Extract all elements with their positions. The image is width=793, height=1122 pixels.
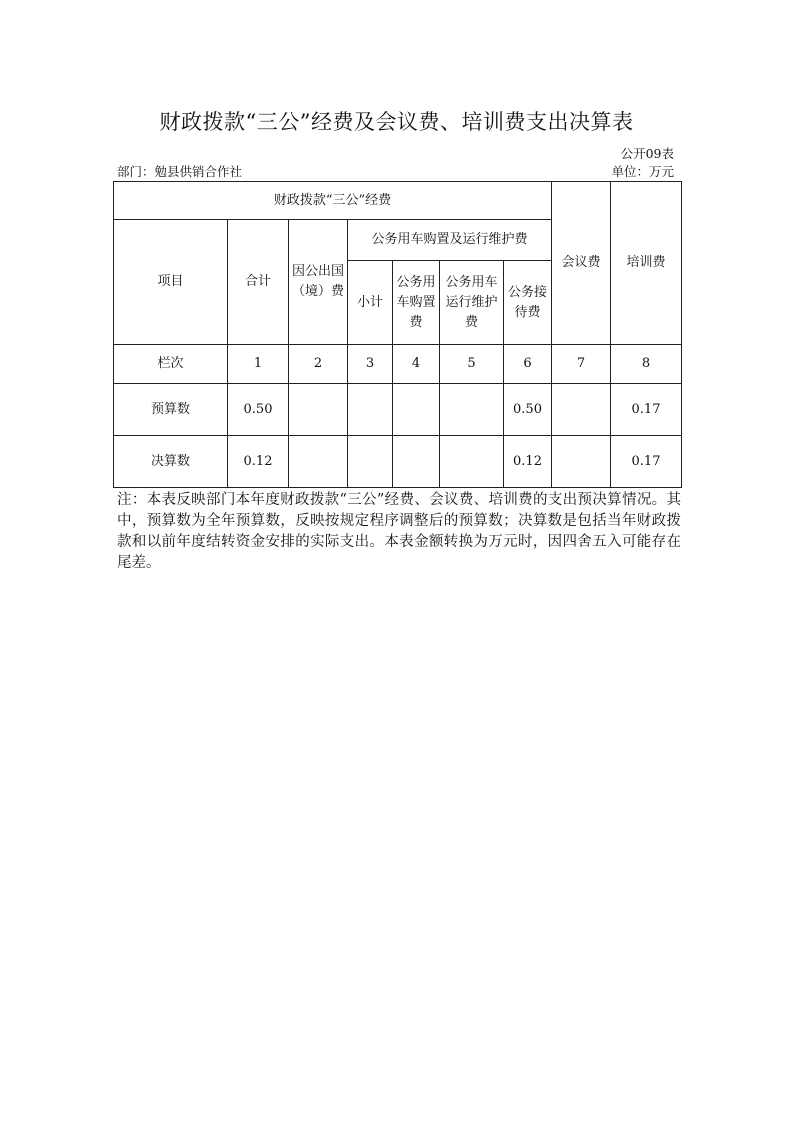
header-subtotal: 小计 [348, 261, 393, 345]
table-cell [552, 436, 611, 488]
header-abroad-fee: 因公出国（境）费 [289, 220, 348, 345]
table-cell: 1 [228, 345, 289, 384]
page-title: 财政拨款“三公”经费及会议费、培训费支出决算表 [159, 110, 634, 134]
table-cell [440, 384, 504, 436]
table-cell: 栏次 [114, 345, 228, 384]
table-cell: 预算数 [114, 384, 228, 436]
table-row [114, 384, 682, 436]
table-cell: 0.50 [228, 384, 289, 436]
table-cell [552, 384, 611, 436]
table-cell [393, 436, 440, 488]
header-vehicle-operation: 公务用车运行维护费 [440, 261, 504, 345]
header-reception: 公务接待费 [504, 261, 552, 345]
department-label: 部门：勉县供销合作社 [117, 164, 243, 179]
table-cell [289, 436, 348, 488]
header-three-public-funds: 财政拨款“三公”经费 [114, 182, 552, 220]
header-vehicle-group: 公务用车购置及运行维护费 [348, 220, 552, 261]
table-cell: 4 [393, 345, 440, 384]
header-training-fee: 培训费 [611, 182, 682, 345]
form-number: 公开09表 [620, 146, 674, 161]
table-cell [348, 384, 393, 436]
header-vehicle-purchase: 公务用车购置费 [393, 261, 440, 345]
table-cell: 0.17 [611, 384, 682, 436]
table-cell: 3 [348, 345, 393, 384]
expenditure-table [113, 181, 682, 488]
header-meeting-fee: 会议费 [552, 182, 611, 345]
table-cell [348, 436, 393, 488]
unit-label: 单位：万元 [611, 164, 674, 179]
table-row [114, 436, 682, 488]
table-cell: 0.12 [228, 436, 289, 488]
table-cell: 5 [440, 345, 504, 384]
table-note: 注：本表反映部门本年度财政拨款“三公”经费、会议费、培训费的支出预决算情况。其中，预算数为全年预算数，反映按规定程序调整后的预算数；决算数是包括当年财政拨款和以前年度结转资金安排的实际支出。本表金额转换为万元时，因四舍五入可能存在尾差。 [117, 492, 681, 571]
table-cell [289, 384, 348, 436]
table-cell [393, 384, 440, 436]
table-cell: 决算数 [114, 436, 228, 488]
index-row [114, 345, 682, 384]
table-cell: 7 [552, 345, 611, 384]
header-item: 项目 [114, 220, 228, 345]
header-total: 合计 [228, 220, 289, 345]
table-cell: 0.12 [504, 436, 552, 488]
table-cell: 2 [289, 345, 348, 384]
table-cell: 0.17 [611, 436, 682, 488]
table-cell [440, 436, 504, 488]
table-cell: 8 [611, 345, 682, 384]
table-cell: 6 [504, 345, 552, 384]
table-cell: 0.50 [504, 384, 552, 436]
